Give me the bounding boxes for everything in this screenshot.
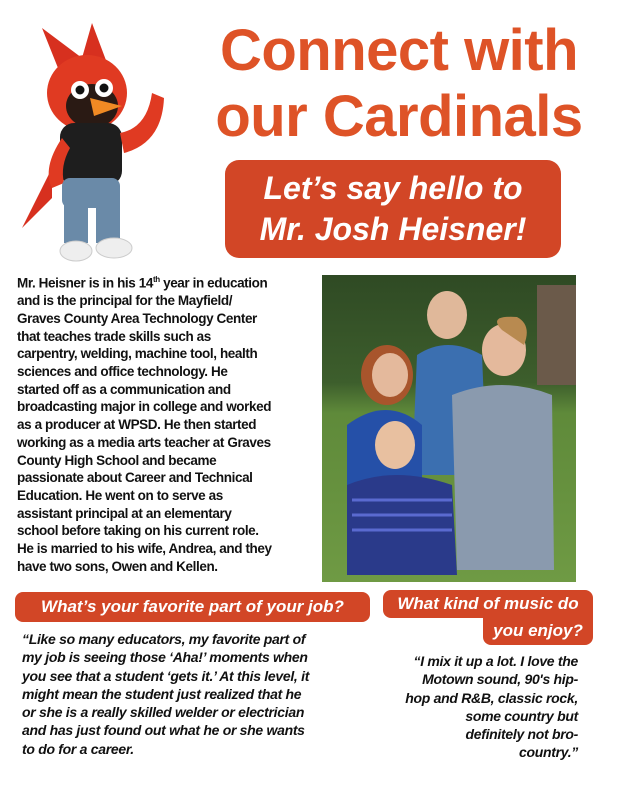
answer-line: some country but <box>465 707 578 724</box>
answer-line: might mean the student just realized that he <box>22 685 302 702</box>
question-music-banner <box>383 590 593 646</box>
bio-paragraph <box>17 271 317 575</box>
title-line-2: our Cardinals <box>215 84 583 149</box>
bio-line: working as a media arts teacher at Graves <box>17 434 271 450</box>
question-music-line-2-box <box>483 618 593 645</box>
bio-line: passionate about Career and Technical <box>17 470 253 486</box>
subtitle-line-1: Let’s say hello to <box>263 170 523 206</box>
bio-line: He is married to his wife, Andrea, and they <box>17 541 272 557</box>
answer-line: or she is a really skilled welder or electrician <box>22 704 305 721</box>
bio-line: have two sons, Owen and Kellen. <box>17 558 218 574</box>
subtitle-banner <box>225 160 561 258</box>
bio-line: and is the principal for the Mayfield/ <box>17 293 233 309</box>
answer-line: “Like so many educators, my favorite part of <box>22 631 306 647</box>
bio-line: that teaches trade skills such as <box>17 328 211 344</box>
bio-line: started off as a communication and <box>17 381 231 397</box>
answer-line: my job is seeing those ‘Aha!’ moments when <box>22 649 308 666</box>
bio-line: sciences and office technology. He <box>17 364 228 380</box>
bio-line: as a producer at WPSD. He then started <box>17 417 257 433</box>
answer-line: “I mix it up a lot. I love the <box>413 653 578 669</box>
answer-line: hop and R&B, classic rock, <box>405 689 578 706</box>
bio-line-end: year in education <box>159 275 268 291</box>
bio-line: Graves County Area Technology Center <box>17 310 257 326</box>
question-music-line-2: you enjoy? <box>493 621 583 640</box>
bio-line: County High School and became <box>17 452 217 468</box>
bio-line: carpentry, welding, machine tool, health <box>17 346 258 362</box>
question-favorite-part: What’s your favorite part of your job? <box>41 597 344 616</box>
cardinal-mascot <box>22 18 182 268</box>
family-photo <box>322 275 576 582</box>
answer-line: country.” <box>518 744 578 761</box>
bio-line-start: Mr. Heisner is in his 14 <box>17 275 153 291</box>
answer-line: definitely not bro- <box>465 726 578 743</box>
answer-line: to do for a career. <box>22 740 134 757</box>
bio-line: assistant principal at an elementary <box>17 505 232 521</box>
subtitle-line-2: Mr. Josh Heisner! <box>259 211 527 247</box>
question-music-line-1-box <box>383 590 593 618</box>
page-title <box>190 18 608 150</box>
bio-line <box>17 271 317 292</box>
answer-favorite-part <box>22 630 309 758</box>
question-music-line-1: What kind of music do <box>397 594 579 613</box>
bio-line: broadcasting major in college and worked <box>17 399 272 415</box>
answer-line: Motown sound, 90's hip- <box>422 671 578 688</box>
question-favorite-part-banner <box>15 592 370 622</box>
answer-line: you see that a student ‘gets it.’ At this level, it <box>22 667 310 684</box>
title-line-1: Connect with <box>219 18 579 83</box>
ordinal-suffix: th <box>152 275 160 284</box>
answer-music <box>405 652 578 762</box>
bio-line: Education. He went on to serve as <box>17 487 223 503</box>
answer-line: and has just found out what he or she wants <box>22 722 305 739</box>
bio-line: school before taking on his current role. <box>17 523 259 539</box>
